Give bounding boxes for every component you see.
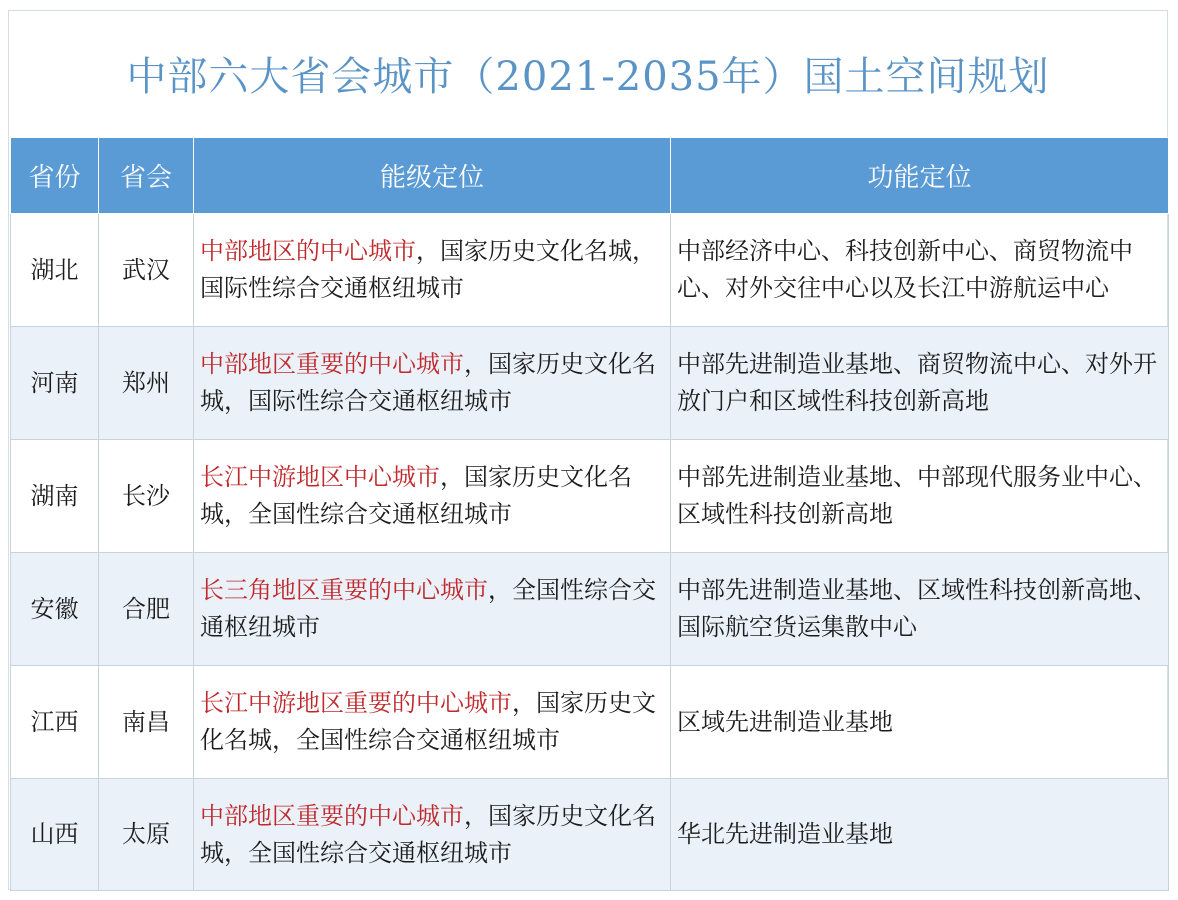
level-cell — [194, 327, 671, 440]
column-header-province: 省份 — [11, 138, 99, 214]
province-cell: 河南 — [11, 327, 99, 440]
level-text: ，国家历史文化名城，全国性综合交通枢纽城市 — [200, 463, 632, 528]
level-text: ，全国性综合交通枢纽城市 — [200, 576, 656, 641]
column-header-capital: 省会 — [99, 138, 194, 214]
function-cell: 中部先进制造业基地、商贸物流中心、对外开放门户和区域性科技创新高地 — [671, 327, 1169, 440]
level-highlight-text: 长江中游地区重要的中心城市 — [200, 689, 512, 717]
page-title: 中部六大省会城市（2021-2035年）国土空间规划 — [126, 54, 1050, 100]
level-cell — [194, 666, 671, 779]
capital-cell: 长沙 — [99, 440, 194, 553]
function-cell: 中部先进制造业基地、区域性科技创新高地、国际航空货运集散中心 — [671, 553, 1169, 666]
capital-cell: 南昌 — [99, 666, 194, 779]
province-cell: 湖北 — [11, 214, 99, 327]
capital-cell: 武汉 — [99, 214, 194, 327]
function-cell: 华北先进制造业基地 — [671, 779, 1169, 891]
province-cell: 安徽 — [11, 553, 99, 666]
table-header-row — [11, 138, 1169, 214]
level-cell — [194, 440, 671, 553]
level-cell — [194, 214, 671, 327]
capital-cell: 郑州 — [99, 327, 194, 440]
level-cell — [194, 553, 671, 666]
level-text: ，国家历史文化名城，国际性综合交通枢纽城市 — [200, 237, 656, 302]
table-row — [11, 666, 1169, 779]
function-cell: 中部先进制造业基地、中部现代服务业中心、区域性科技创新高地 — [671, 440, 1169, 553]
table-row — [11, 214, 1169, 327]
province-cell: 江西 — [11, 666, 99, 779]
column-header-level: 能级定位 — [194, 138, 671, 214]
table-row — [11, 440, 1169, 553]
level-text: ，国家历史文化名城，全国性综合交通枢纽城市 — [200, 689, 656, 754]
level-text: ，国家历史文化名城，全国性综合交通枢纽城市 — [200, 801, 656, 867]
province-cell: 湖南 — [11, 440, 99, 553]
capital-cell: 合肥 — [99, 553, 194, 666]
level-highlight-text: 长江中游地区中心城市 — [200, 463, 440, 491]
table-row — [11, 553, 1169, 666]
function-cell: 区域先进制造业基地 — [671, 666, 1169, 779]
table-row — [11, 327, 1169, 440]
capital-cell: 太原 — [99, 779, 194, 891]
function-cell: 中部经济中心、科技创新中心、商贸物流中心、对外交往中心以及长江中游航运中心 — [671, 214, 1169, 327]
province-cell: 山西 — [11, 779, 99, 891]
table-row — [11, 779, 1169, 891]
level-highlight-text: 长三角地区重要的中心城市 — [200, 576, 488, 604]
planning-table — [10, 137, 1169, 891]
level-text: ，国家历史文化名城，国际性综合交通枢纽城市 — [200, 350, 656, 415]
level-highlight-text: 中部地区重要的中心城市 — [200, 801, 464, 830]
level-cell — [194, 779, 671, 891]
level-highlight-text: 中部地区重要的中心城市 — [200, 350, 464, 378]
column-header-function: 功能定位 — [671, 138, 1169, 214]
level-highlight-text: 中部地区的中心城市 — [200, 237, 416, 265]
